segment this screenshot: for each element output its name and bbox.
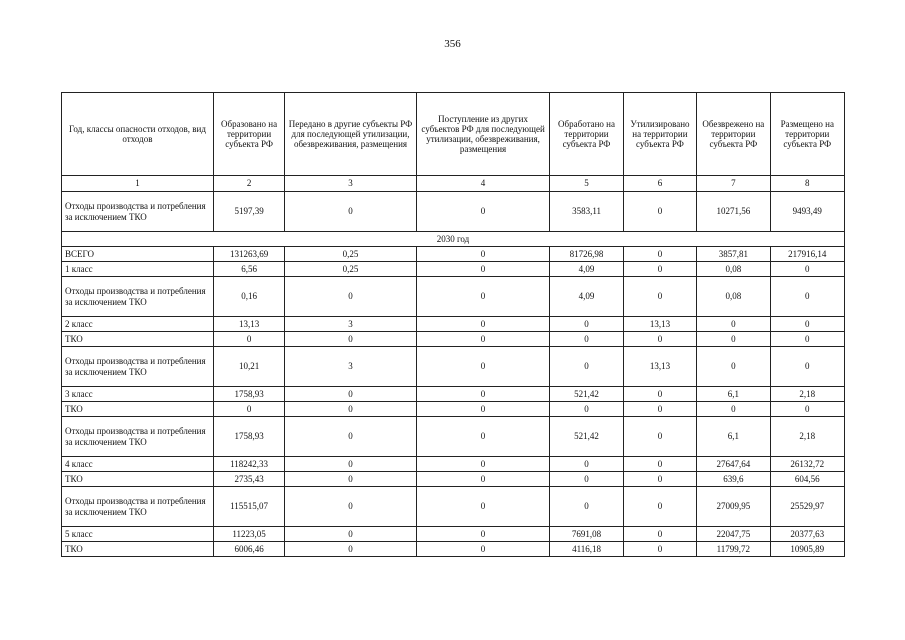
table-cell: 0 xyxy=(623,192,696,232)
waste-statistics-table xyxy=(61,92,845,557)
table-cell: 9493,49 xyxy=(770,192,844,232)
table-cell: 0 xyxy=(623,487,696,527)
table-cell: 0 xyxy=(623,262,696,277)
table-cell: 0 xyxy=(416,387,550,402)
table-cell: 26132,72 xyxy=(770,457,844,472)
table-cell: 4116,18 xyxy=(550,542,623,557)
header-row xyxy=(62,93,845,176)
table-cell: 1758,93 xyxy=(213,417,284,457)
table-cell: 0 xyxy=(697,317,770,332)
row-label: ТКО xyxy=(62,402,214,417)
table-cell: 10271,56 xyxy=(697,192,770,232)
column-number: 3 xyxy=(285,176,417,192)
table-row xyxy=(62,527,845,542)
table-cell: 115515,07 xyxy=(213,487,284,527)
table-cell: 0,16 xyxy=(213,277,284,317)
table-cell: 0 xyxy=(213,402,284,417)
table-row xyxy=(62,417,845,457)
row-label: ТКО xyxy=(62,472,214,487)
table-cell: 0 xyxy=(623,527,696,542)
table-cell: 22047,75 xyxy=(697,527,770,542)
table-cell: 0 xyxy=(697,347,770,387)
table-cell: 0 xyxy=(770,347,844,387)
table-cell: 0,25 xyxy=(285,247,417,262)
table-cell: 0 xyxy=(697,402,770,417)
table-row xyxy=(62,387,845,402)
table-cell: 118242,33 xyxy=(213,457,284,472)
table-cell: 27009,95 xyxy=(697,487,770,527)
table-cell: 0 xyxy=(416,332,550,347)
table-cell: 11799,72 xyxy=(697,542,770,557)
table-cell: 3 xyxy=(285,317,417,332)
table-cell: 0 xyxy=(550,347,623,387)
table-cell: 0 xyxy=(623,457,696,472)
table-cell: 0 xyxy=(285,402,417,417)
table-cell: 6,1 xyxy=(697,417,770,457)
table-cell: 0 xyxy=(550,332,623,347)
table-cell: 10905,89 xyxy=(770,542,844,557)
row-label: 2 класс xyxy=(62,317,214,332)
column-number-row xyxy=(62,176,845,192)
table-cell: 0 xyxy=(416,277,550,317)
table-cell: 0 xyxy=(623,387,696,402)
table-cell: 0 xyxy=(416,487,550,527)
column-number: 6 xyxy=(623,176,696,192)
table-cell: 0 xyxy=(623,277,696,317)
table-body xyxy=(62,176,845,557)
table-cell: 0 xyxy=(285,542,417,557)
column-number: 7 xyxy=(697,176,770,192)
year-label: 2030 год xyxy=(62,232,845,247)
row-label: Отходы производства и потребления за исключением ТКО xyxy=(62,277,214,317)
table-cell: 0 xyxy=(550,402,623,417)
row-label: Отходы производства и потребления за исключением ТКО xyxy=(62,192,214,232)
column-number: 5 xyxy=(550,176,623,192)
table-row xyxy=(62,457,845,472)
header-cell: Передано в другие субъекты РФ для последующей утилизации, обезвреживания, размещения xyxy=(285,93,417,176)
table-cell: 0 xyxy=(623,472,696,487)
header-cell: Обработано на территории субъекта РФ xyxy=(550,93,623,176)
column-number: 2 xyxy=(213,176,284,192)
column-number: 1 xyxy=(62,176,214,192)
table-cell: 0,08 xyxy=(697,262,770,277)
header-cell: Год, классы опасности отходов, вид отходов xyxy=(62,93,214,176)
table-cell: 0,08 xyxy=(697,277,770,317)
table-row xyxy=(62,402,845,417)
table-cell: 604,56 xyxy=(770,472,844,487)
table-cell: 81726,98 xyxy=(550,247,623,262)
table-cell: 0 xyxy=(416,527,550,542)
table-cell: 0 xyxy=(285,472,417,487)
table-cell: 11223,05 xyxy=(213,527,284,542)
table-cell: 0 xyxy=(416,262,550,277)
table-cell: 25529,97 xyxy=(770,487,844,527)
table-cell: 0 xyxy=(770,402,844,417)
table-cell: 3583,11 xyxy=(550,192,623,232)
header-cell: Утилизировано на территории субъекта РФ xyxy=(623,93,696,176)
header-cell: Обезврежено на территории субъекта РФ xyxy=(697,93,770,176)
table-cell: 0 xyxy=(623,247,696,262)
table-cell: 2735,43 xyxy=(213,472,284,487)
table-cell: 0 xyxy=(623,402,696,417)
row-label: ТКО xyxy=(62,332,214,347)
table-cell: 521,42 xyxy=(550,417,623,457)
row-label: Отходы производства и потребления за исключением ТКО xyxy=(62,487,214,527)
table-row xyxy=(62,542,845,557)
table-cell: 0 xyxy=(623,542,696,557)
table-row xyxy=(62,262,845,277)
table-row xyxy=(62,332,845,347)
table-cell: 0 xyxy=(285,277,417,317)
column-number: 4 xyxy=(416,176,550,192)
table-row xyxy=(62,247,845,262)
table-cell: 0 xyxy=(416,402,550,417)
table-cell: 0 xyxy=(550,457,623,472)
table-cell: 20377,63 xyxy=(770,527,844,542)
table-cell: 0 xyxy=(285,527,417,542)
table-cell: 1758,93 xyxy=(213,387,284,402)
table-cell: 13,13 xyxy=(623,347,696,387)
table-row xyxy=(62,277,845,317)
table-cell: 0 xyxy=(416,542,550,557)
table-cell: 0 xyxy=(697,332,770,347)
row-label: 3 класс xyxy=(62,387,214,402)
table-row xyxy=(62,472,845,487)
row-label: ТКО xyxy=(62,542,214,557)
row-label: Отходы производства и потребления за исключением ТКО xyxy=(62,417,214,457)
table-cell: 521,42 xyxy=(550,387,623,402)
table-cell: 131263,69 xyxy=(213,247,284,262)
table-cell: 0 xyxy=(770,262,844,277)
table-cell: 13,13 xyxy=(213,317,284,332)
row-label: 1 класс xyxy=(62,262,214,277)
table-cell: 0 xyxy=(550,472,623,487)
table-cell: 5197,39 xyxy=(213,192,284,232)
row-label: ВСЕГО xyxy=(62,247,214,262)
year-section-row xyxy=(62,232,845,247)
header-cell: Поступление из других субъектов РФ для последующей утилизации, обезвреживания, размещения xyxy=(416,93,550,176)
table-cell: 2,18 xyxy=(770,417,844,457)
row-label: 4 класс xyxy=(62,457,214,472)
table-cell: 0 xyxy=(623,332,696,347)
table-cell: 639,6 xyxy=(697,472,770,487)
row-label: 5 класс xyxy=(62,527,214,542)
table-cell: 0 xyxy=(416,192,550,232)
table-cell: 3 xyxy=(285,347,417,387)
table-cell: 0,25 xyxy=(285,262,417,277)
table-row xyxy=(62,317,845,332)
table-cell: 4,09 xyxy=(550,262,623,277)
table-cell: 0 xyxy=(213,332,284,347)
header-cell: Образовано на территории субъекта РФ xyxy=(213,93,284,176)
column-number: 8 xyxy=(770,176,844,192)
table-cell: 0 xyxy=(550,487,623,527)
table-cell: 0 xyxy=(416,457,550,472)
table-cell: 0 xyxy=(285,487,417,527)
table-cell: 0 xyxy=(285,192,417,232)
header-cell: Размещено на территории субъекта РФ xyxy=(770,93,844,176)
table-cell: 0 xyxy=(416,347,550,387)
table-cell: 0 xyxy=(285,332,417,347)
table-cell: 0 xyxy=(770,332,844,347)
table-cell: 0 xyxy=(285,417,417,457)
table-cell: 27647,64 xyxy=(697,457,770,472)
table-cell: 4,09 xyxy=(550,277,623,317)
table-cell: 0 xyxy=(416,247,550,262)
table-cell: 0 xyxy=(416,317,550,332)
table-cell: 13,13 xyxy=(623,317,696,332)
table-cell: 217916,14 xyxy=(770,247,844,262)
row-label: Отходы производства и потребления за исключением ТКО xyxy=(62,347,214,387)
table-cell: 0 xyxy=(285,457,417,472)
table-row xyxy=(62,487,845,527)
table-cell: 6,1 xyxy=(697,387,770,402)
table-cell: 0 xyxy=(416,417,550,457)
table-cell: 3857,81 xyxy=(697,247,770,262)
table-cell: 0 xyxy=(550,317,623,332)
table-row xyxy=(62,192,845,232)
table-cell: 0 xyxy=(770,317,844,332)
table-cell: 0 xyxy=(285,387,417,402)
table-cell: 0 xyxy=(623,417,696,457)
table-row xyxy=(62,347,845,387)
table-cell: 6,56 xyxy=(213,262,284,277)
table-cell: 7691,08 xyxy=(550,527,623,542)
table-cell: 6006,46 xyxy=(213,542,284,557)
page-number: 356 xyxy=(444,38,461,50)
table-cell: 0 xyxy=(416,472,550,487)
table-cell: 10,21 xyxy=(213,347,284,387)
table-cell: 2,18 xyxy=(770,387,844,402)
table-cell: 0 xyxy=(770,277,844,317)
